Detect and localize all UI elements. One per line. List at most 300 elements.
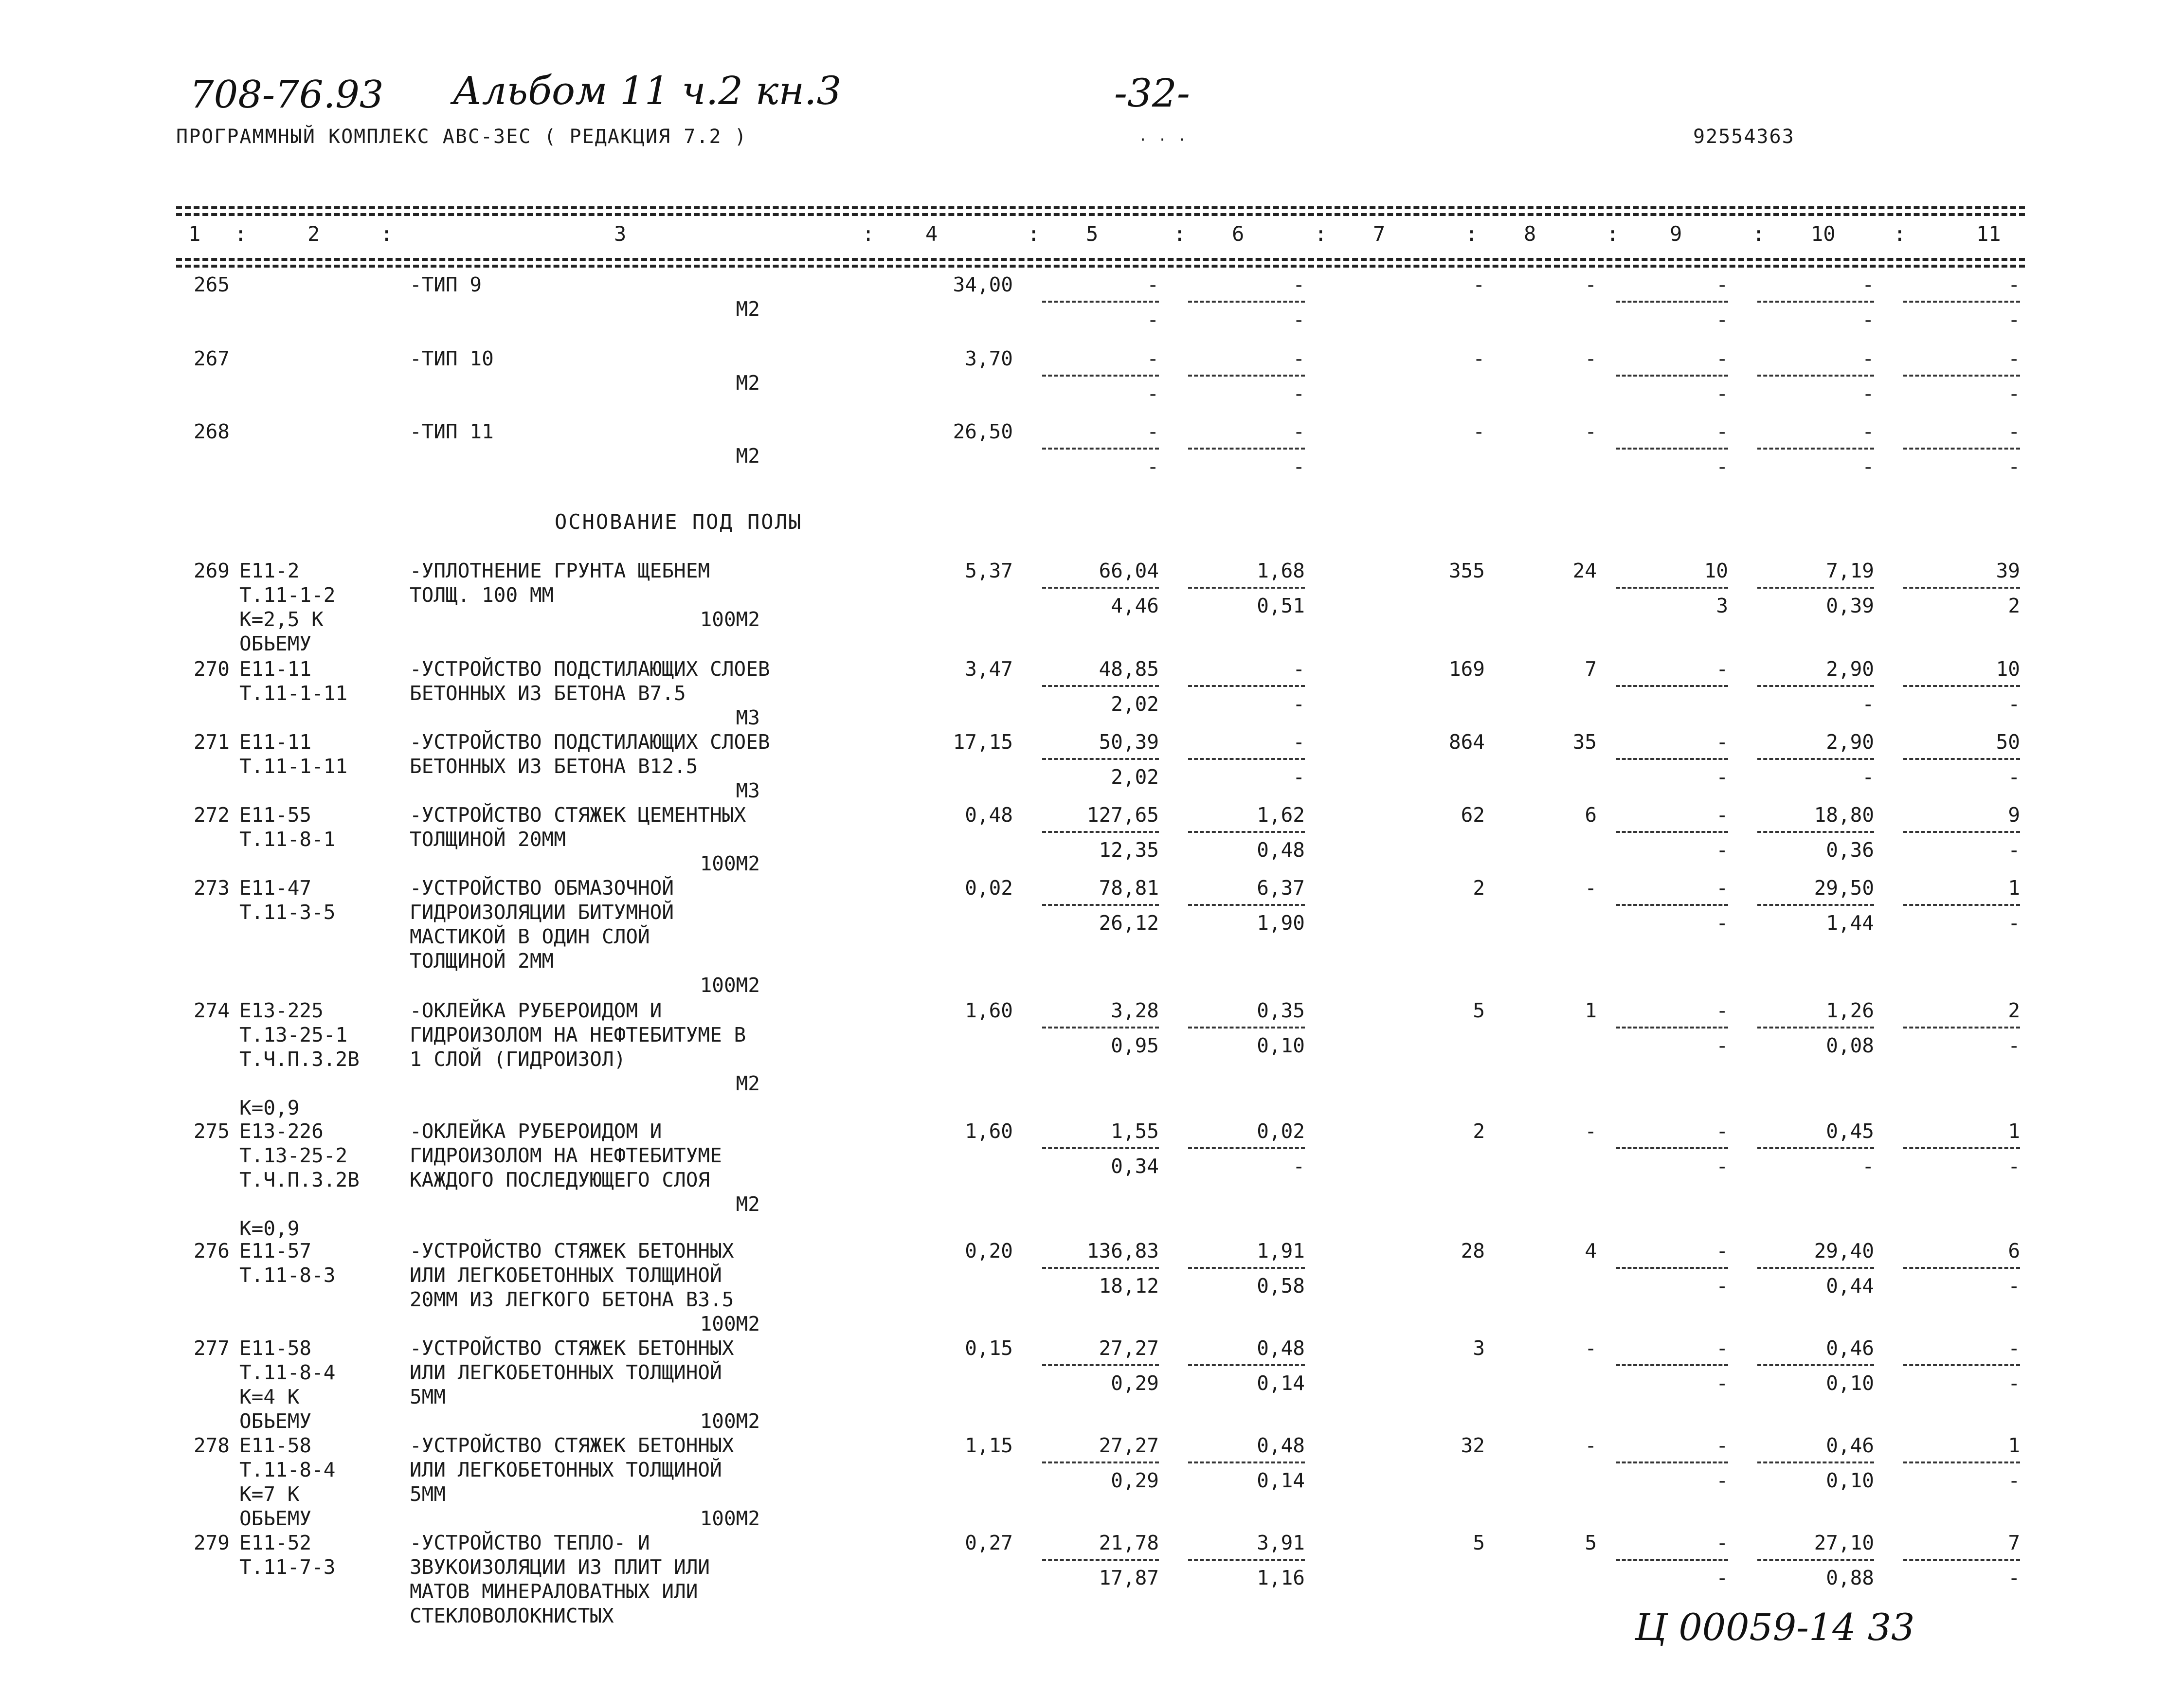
cell-value-bottom: 2,02 — [1111, 765, 1159, 789]
norm-code: Т.11-1-11 — [239, 755, 348, 778]
cell-value-bottom: - — [2008, 1469, 2020, 1492]
machine-cost-value: - — [1585, 347, 1597, 370]
cell-divider-line — [1903, 1559, 2020, 1561]
unit-of-measure: М3 — [736, 706, 760, 729]
cell-divider-line — [1042, 1461, 1159, 1463]
machine-cost-value: 7 — [1585, 657, 1597, 681]
cell-divider-line — [1757, 685, 1874, 687]
machine-cost-value: - — [1585, 876, 1597, 900]
cell-value-bottom: 0,14 — [1257, 1371, 1305, 1395]
work-description: 1 СЛОЙ (ГИДРОИЗОЛ) — [410, 1047, 626, 1071]
cell-divider-line — [1757, 301, 1874, 303]
cell-divider-line — [1903, 1267, 2020, 1269]
work-description: -ОКЛЕЙКА РУБЕРОИДОМ И — [410, 1119, 662, 1143]
cell-value-top: 6,37 — [1257, 876, 1305, 900]
cell-value-top: 29,50 — [1814, 876, 1874, 900]
work-description: ЗВУКОИЗОЛЯЦИИ ИЗ ПЛИТ ИЛИ — [410, 1555, 710, 1579]
cell-value-top: 3,91 — [1257, 1531, 1305, 1554]
norm-code: Т.11-8-3 — [239, 1263, 336, 1287]
row-number: 279 — [193, 1531, 230, 1554]
cell-value-bottom: - — [1716, 308, 1728, 331]
cell-value-bottom: - — [1716, 838, 1728, 862]
table-header-rule-2 — [176, 265, 2025, 268]
unit-of-measure: М2 — [736, 444, 760, 468]
cell-value-bottom: - — [1716, 1371, 1728, 1395]
cell-value-top: - — [1716, 1336, 1728, 1360]
cell-divider-line — [1616, 1559, 1728, 1561]
work-description: КАЖДОГО ПОСЛЕДУЮЩЕГО СЛОЯ — [410, 1168, 710, 1191]
cell-value-top: 27,10 — [1814, 1531, 1874, 1554]
norm-code: Е11-2 — [239, 559, 300, 582]
cell-value-top: 136,83 — [1086, 1239, 1159, 1263]
cell-value-bottom: - — [1716, 1274, 1728, 1298]
column-number: : — [235, 222, 247, 246]
labor-cost-value: 3 — [1473, 1336, 1485, 1360]
machine-cost-value: 6 — [1585, 803, 1597, 827]
column-number: : — [1894, 222, 1906, 246]
quantity-value: 34,00 — [953, 273, 1013, 296]
doc-code: 708-76.93 — [190, 73, 384, 117]
cell-value-top: - — [1716, 347, 1728, 370]
quantity-value: 3,47 — [965, 657, 1013, 681]
work-description: -УСТРОЙСТВО ОБМАЗОЧНОЙ — [410, 876, 674, 900]
cell-divider-line — [1903, 1147, 2020, 1149]
labor-cost-value: - — [1473, 420, 1485, 443]
cell-divider-line — [1042, 1267, 1159, 1269]
cell-value-bottom: 0,29 — [1111, 1371, 1159, 1395]
column-number: 11 — [1976, 222, 2001, 246]
cell-divider-line — [1042, 587, 1159, 589]
cell-value-top: 3,28 — [1111, 999, 1159, 1022]
column-number: : — [1752, 222, 1765, 246]
unit-of-measure: 100М2 — [700, 974, 760, 997]
norm-code: ОБЬЕМУ — [239, 632, 312, 655]
cell-value-bottom: - — [1862, 455, 1874, 478]
cell-value-bottom: - — [1716, 1155, 1728, 1178]
cell-value-top: 1,91 — [1257, 1239, 1305, 1263]
cell-value-bottom: 0,58 — [1257, 1274, 1305, 1298]
cell-value-top: - — [1716, 1239, 1728, 1263]
norm-code: Т.13-25-2 — [239, 1144, 348, 1167]
norm-code: Т.11-8-4 — [239, 1361, 336, 1384]
cell-value-bottom: 0,48 — [1257, 838, 1305, 862]
cell-value-top: 18,80 — [1814, 803, 1874, 827]
cell-divider-line — [1616, 1267, 1728, 1269]
cell-value-bottom: 2 — [2008, 594, 2020, 617]
norm-code: К=0,9 — [239, 1217, 300, 1240]
work-description: 5ММ — [410, 1385, 446, 1408]
cell-divider-line — [1757, 1364, 1874, 1366]
cell-value-top: 2 — [2008, 999, 2020, 1022]
cell-divider-line — [1616, 301, 1728, 303]
cell-value-top: - — [1716, 657, 1728, 681]
work-description: -УСТРОЙСТВО СТЯЖЕК БЕТОННЫХ — [410, 1434, 734, 1457]
labor-cost-value: 169 — [1448, 657, 1485, 681]
cell-value-bottom: - — [1716, 765, 1728, 789]
cell-value-top: - — [1147, 347, 1159, 370]
norm-code: Т.11-8-4 — [239, 1458, 336, 1481]
cell-value-bottom: - — [1293, 308, 1305, 331]
work-description: -УСТРОЙСТВО ПОДСТИЛАЮЩИХ СЛОЕВ — [410, 657, 770, 681]
work-description: 5ММ — [410, 1482, 446, 1506]
cell-divider-line — [1903, 1461, 2020, 1463]
cell-value-top: 50,39 — [1099, 730, 1159, 754]
unit-of-measure: 100М2 — [700, 1409, 760, 1433]
column-numbers — [176, 222, 2025, 251]
norm-code: Е11-58 — [239, 1434, 312, 1457]
cell-divider-line — [1616, 1364, 1728, 1366]
work-description: ТОЛЩИНОЙ 2ММ — [410, 949, 554, 973]
column-number: 7 — [1373, 222, 1386, 246]
cell-divider-line — [1616, 758, 1728, 760]
work-description: 20ММ ИЗ ЛЕГКОГО БЕТОНА В3.5 — [410, 1288, 734, 1311]
cell-value-bottom: 0,51 — [1257, 594, 1305, 617]
cell-value-top: - — [1862, 347, 1874, 370]
machine-cost-value: - — [1585, 1336, 1597, 1360]
labor-cost-value: 2 — [1473, 1119, 1485, 1143]
row-number: 274 — [193, 999, 230, 1022]
cell-value-top: - — [1862, 273, 1874, 296]
cell-value-bottom: - — [1293, 382, 1305, 405]
unit-of-measure: 100М2 — [700, 608, 760, 631]
cell-divider-line — [1903, 1364, 2020, 1366]
row-number: 271 — [193, 730, 230, 754]
row-number: 268 — [193, 420, 230, 443]
cell-divider-line — [1042, 758, 1159, 760]
cell-value-bottom: - — [1862, 1155, 1874, 1178]
quantity-value: 0,48 — [965, 803, 1013, 827]
cell-divider-line — [1616, 904, 1728, 906]
cell-divider-line — [1188, 904, 1305, 906]
cell-value-top: 1 — [2008, 876, 2020, 900]
cell-divider-line — [1903, 301, 2020, 303]
cell-value-top: - — [1716, 730, 1728, 754]
cell-divider-line — [1903, 375, 2020, 377]
cell-value-bottom: 12,35 — [1099, 838, 1159, 862]
cell-value-top: 2,90 — [1826, 657, 1874, 681]
section-title: ОСНОВАНИЕ ПОД ПОЛЫ — [555, 510, 803, 534]
norm-code: Т.13-25-1 — [239, 1023, 348, 1046]
cell-value-bottom: - — [2008, 1566, 2020, 1589]
cell-value-bottom: 0,10 — [1826, 1469, 1874, 1492]
cell-value-top: 78,81 — [1099, 876, 1159, 900]
column-number: : — [1465, 222, 1478, 246]
cell-divider-line — [1616, 587, 1728, 589]
table-top-rule-2 — [176, 213, 2025, 216]
cell-value-bottom: - — [1716, 382, 1728, 405]
cell-divider-line — [1757, 758, 1874, 760]
cell-value-bottom: - — [1862, 692, 1874, 716]
norm-code: К=7 К — [239, 1482, 300, 1506]
cell-value-bottom: 0,29 — [1111, 1469, 1159, 1492]
column-number: 10 — [1811, 222, 1836, 246]
work-description: -УСТРОЙСТВО СТЯЖЕК ЦЕМЕНТНЫХ — [410, 803, 746, 827]
cell-divider-line — [1042, 831, 1159, 833]
column-number: : — [1315, 222, 1327, 246]
column-number: 6 — [1232, 222, 1245, 246]
cell-value-top: 1,68 — [1257, 559, 1305, 582]
cell-value-bottom: 26,12 — [1099, 911, 1159, 935]
labor-cost-value: - — [1473, 347, 1485, 370]
unit-of-measure: М2 — [736, 371, 760, 395]
cell-value-top: 10 — [1996, 657, 2020, 681]
cell-value-top: 29,40 — [1814, 1239, 1874, 1263]
column-number: : — [1606, 222, 1619, 246]
cell-value-bottom: 0,34 — [1111, 1155, 1159, 1178]
norm-code: К=0,9 — [239, 1096, 300, 1119]
work-description: ГИДРОИЗОЛЯЦИИ БИТУМНОЙ — [410, 901, 674, 924]
cell-value-bottom: - — [2008, 455, 2020, 478]
norm-code: ОБЬЕМУ — [239, 1409, 312, 1433]
norm-code: Е11-57 — [239, 1239, 312, 1263]
cell-value-top: 7,19 — [1826, 559, 1874, 582]
norm-code: Е11-11 — [239, 730, 312, 754]
cell-divider-line — [1188, 831, 1305, 833]
cell-divider-line — [1188, 375, 1305, 377]
cell-value-bottom: 2,02 — [1111, 692, 1159, 716]
cell-value-top: - — [2008, 347, 2020, 370]
cell-value-bottom: 4,46 — [1111, 594, 1159, 617]
cell-divider-line — [1616, 1027, 1728, 1028]
machine-cost-value: - — [1585, 420, 1597, 443]
work-description: -ОКЛЕЙКА РУБЕРОИДОМ И — [410, 999, 662, 1022]
cell-divider-line — [1903, 904, 2020, 906]
work-description: -ТИП 11 — [410, 420, 494, 443]
cell-value-bottom: - — [1293, 692, 1305, 716]
cell-value-top: 0,02 — [1257, 1119, 1305, 1143]
cell-value-top: 21,78 — [1099, 1531, 1159, 1554]
cell-value-bottom: 3 — [1716, 594, 1728, 617]
labor-cost-value: 864 — [1448, 730, 1485, 754]
machine-cost-value: - — [1585, 1434, 1597, 1457]
column-number: : — [1028, 222, 1040, 246]
work-description: -УПЛОТНЕНИЕ ГРУНТА ЩЕБНЕМ — [410, 559, 710, 582]
norm-code: Е11-11 — [239, 657, 312, 681]
work-description: СТЕКЛОВОЛОКНИСТЫХ — [410, 1604, 614, 1627]
quantity-value: 26,50 — [953, 420, 1013, 443]
cell-divider-line — [1042, 301, 1159, 303]
album-title: Альбом 11 ч.2 кн.3 — [452, 68, 842, 113]
machine-cost-value: 24 — [1572, 559, 1597, 582]
cell-value-top: - — [1716, 1119, 1728, 1143]
cell-divider-line — [1188, 1559, 1305, 1561]
row-number: 265 — [193, 273, 230, 296]
norm-code: Т.11-3-5 — [239, 901, 336, 924]
unit-of-measure: 100М2 — [700, 1312, 760, 1335]
cell-value-bottom: - — [2008, 765, 2020, 789]
cell-divider-line — [1042, 375, 1159, 377]
labor-cost-value: 355 — [1448, 559, 1485, 582]
cell-divider-line — [1757, 1461, 1874, 1463]
row-number: 277 — [193, 1336, 230, 1360]
cell-value-bottom: 1,44 — [1826, 911, 1874, 935]
norm-code: Е11-58 — [239, 1336, 312, 1360]
cell-value-bottom: 0,88 — [1826, 1566, 1874, 1589]
cell-value-bottom: 0,10 — [1257, 1034, 1305, 1057]
cell-value-bottom: - — [2008, 382, 2020, 405]
cell-value-bottom: - — [1862, 765, 1874, 789]
quantity-value: 1,60 — [965, 999, 1013, 1022]
cell-divider-line — [1903, 587, 2020, 589]
row-number: 278 — [193, 1434, 230, 1457]
program-line: ПРОГРАММНЫЙ КОМПЛЕКС АВС-3ЕС ( РЕДАКЦИЯ 7.2 ) — [176, 126, 747, 148]
cell-value-top: - — [1293, 657, 1305, 681]
machine-cost-value: 4 — [1585, 1239, 1597, 1263]
machine-cost-value: 5 — [1585, 1531, 1597, 1554]
machine-cost-value: - — [1585, 273, 1597, 296]
norm-code: Т.Ч.П.3.2В — [239, 1168, 360, 1191]
cell-value-top: - — [2008, 420, 2020, 443]
cell-divider-line — [1757, 1027, 1874, 1028]
quantity-value: 0,15 — [965, 1336, 1013, 1360]
work-description: -ТИП 9 — [410, 273, 482, 296]
cell-value-top: - — [1147, 273, 1159, 296]
cell-value-top: - — [1293, 347, 1305, 370]
cell-value-top: 9 — [2008, 803, 2020, 827]
cell-value-top: - — [1293, 420, 1305, 443]
cell-value-bottom: - — [2008, 838, 2020, 862]
unit-of-measure: М2 — [736, 1192, 760, 1216]
machine-cost-value: 35 — [1572, 730, 1597, 754]
cell-value-top: 1,55 — [1111, 1119, 1159, 1143]
cell-value-top: 50 — [1996, 730, 2020, 754]
cell-value-bottom: 0,10 — [1826, 1371, 1874, 1395]
norm-code: Т.11-7-3 — [239, 1555, 336, 1579]
cell-value-top: - — [2008, 1336, 2020, 1360]
cell-value-bottom: - — [1716, 455, 1728, 478]
cell-divider-line — [1188, 1147, 1305, 1149]
column-number: 2 — [307, 222, 320, 246]
cell-divider-line — [1757, 831, 1874, 833]
cell-divider-line — [1616, 375, 1728, 377]
unit-of-measure: 100М2 — [700, 1507, 760, 1530]
cell-divider-line — [1188, 1267, 1305, 1269]
work-description: -ТИП 10 — [410, 347, 494, 370]
norm-code: Е11-47 — [239, 876, 312, 900]
cell-value-bottom: - — [2008, 1371, 2020, 1395]
table-header-rule — [176, 258, 2025, 261]
labor-cost-value: 62 — [1461, 803, 1485, 827]
cell-value-top: - — [1716, 1531, 1728, 1554]
norm-code: Е11-52 — [239, 1531, 312, 1554]
row-number: 273 — [193, 876, 230, 900]
machine-cost-value: 1 — [1585, 999, 1597, 1022]
work-description: ИЛИ ЛЕГКОБЕТОННЫХ ТОЛЩИНОЙ — [410, 1361, 722, 1384]
cell-value-top: 0,48 — [1257, 1336, 1305, 1360]
cell-divider-line — [1042, 448, 1159, 450]
work-description: ГИДРОИЗОЛОМ НА НЕФТЕБИТУМЕ — [410, 1144, 722, 1167]
cell-value-bottom: - — [1147, 308, 1159, 331]
norm-code: Т.11-8-1 — [239, 828, 336, 851]
work-description: ИЛИ ЛЕГКОБЕТОННЫХ ТОЛЩИНОЙ — [410, 1263, 722, 1287]
unit-of-measure: М3 — [736, 779, 760, 802]
work-description: ТОЛЩ. 100 ММ — [410, 583, 554, 607]
cell-divider-line — [1188, 758, 1305, 760]
cell-value-top: 127,65 — [1086, 803, 1159, 827]
work-description: ИЛИ ЛЕГКОБЕТОННЫХ ТОЛЩИНОЙ — [410, 1458, 722, 1481]
labor-cost-value: 28 — [1461, 1239, 1485, 1263]
cell-value-top: 1,62 — [1257, 803, 1305, 827]
quantity-value: 3,70 — [965, 347, 1013, 370]
norm-code: Т.Ч.П.3.2В — [239, 1047, 360, 1071]
norm-code: К=4 К — [239, 1385, 300, 1408]
cell-value-top: 0,35 — [1257, 999, 1305, 1022]
cell-value-bottom: - — [1716, 1566, 1728, 1589]
cell-divider-line — [1616, 1461, 1728, 1463]
cell-value-bottom: - — [2008, 692, 2020, 716]
cell-divider-line — [1042, 904, 1159, 906]
cell-value-top: - — [1293, 730, 1305, 754]
cell-value-top: - — [1716, 876, 1728, 900]
norm-code: К=2,5 К — [239, 608, 324, 631]
cell-divider-line — [1903, 831, 2020, 833]
work-description: МАСТИКОЙ В ОДИН СЛОЙ — [410, 925, 650, 948]
cell-divider-line — [1757, 1559, 1874, 1561]
cell-value-bottom: - — [2008, 1155, 2020, 1178]
norm-code: Е11-55 — [239, 803, 312, 827]
cell-value-bottom: - — [1147, 382, 1159, 405]
cell-divider-line — [1188, 301, 1305, 303]
cell-divider-line — [1188, 448, 1305, 450]
cell-value-top: 0,46 — [1826, 1434, 1874, 1457]
cell-value-bottom: - — [1716, 911, 1728, 935]
cell-divider-line — [1616, 1147, 1728, 1149]
cell-value-top: 48,85 — [1099, 657, 1159, 681]
machine-cost-value: - — [1585, 1119, 1597, 1143]
cell-divider-line — [1757, 1147, 1874, 1149]
cell-divider-line — [1188, 587, 1305, 589]
work-description: БЕТОННЫХ ИЗ БЕТОНА В12.5 — [410, 755, 698, 778]
cell-value-bottom: - — [1147, 455, 1159, 478]
cell-divider-line — [1188, 1027, 1305, 1028]
cell-value-top: 0,48 — [1257, 1434, 1305, 1457]
cell-value-top: 66,04 — [1099, 559, 1159, 582]
cell-value-top: 39 — [1996, 559, 2020, 582]
work-description: ТОЛЩИНОЙ 20ММ — [410, 828, 566, 851]
cell-divider-line — [1757, 448, 1874, 450]
column-number: 9 — [1670, 222, 1682, 246]
cell-value-top: - — [1147, 420, 1159, 443]
cell-divider-line — [1757, 375, 1874, 377]
cell-divider-line — [1757, 904, 1874, 906]
cell-divider-line — [1616, 685, 1728, 687]
work-description: ГИДРОИЗОЛОМ НА НЕФТЕБИТУМЕ В — [410, 1023, 746, 1046]
quantity-value: 0,20 — [965, 1239, 1013, 1263]
cell-value-top: - — [1716, 420, 1728, 443]
cell-divider-line — [1757, 1267, 1874, 1269]
quantity-value: 5,37 — [965, 559, 1013, 582]
labor-cost-value: 32 — [1461, 1434, 1485, 1457]
cell-value-bottom: 17,87 — [1099, 1566, 1159, 1589]
cell-value-bottom: - — [1293, 765, 1305, 789]
cell-divider-line — [1188, 685, 1305, 687]
cell-divider-line — [1042, 685, 1159, 687]
cell-value-bottom: - — [2008, 1274, 2020, 1298]
quantity-value: 1,60 — [965, 1119, 1013, 1143]
cell-value-top: 10 — [1704, 559, 1728, 582]
cell-divider-line — [1903, 448, 2020, 450]
cell-value-top: 1,26 — [1826, 999, 1874, 1022]
row-number: 272 — [193, 803, 230, 827]
unit-of-measure: М2 — [736, 1072, 760, 1095]
cell-value-top: - — [1862, 420, 1874, 443]
cell-value-bottom: - — [1293, 1155, 1305, 1178]
quantity-value: 17,15 — [953, 730, 1013, 754]
cell-divider-line — [1616, 831, 1728, 833]
cell-value-top: 7 — [2008, 1531, 2020, 1554]
row-number: 269 — [193, 559, 230, 582]
cell-value-bottom: 1,90 — [1257, 911, 1305, 935]
